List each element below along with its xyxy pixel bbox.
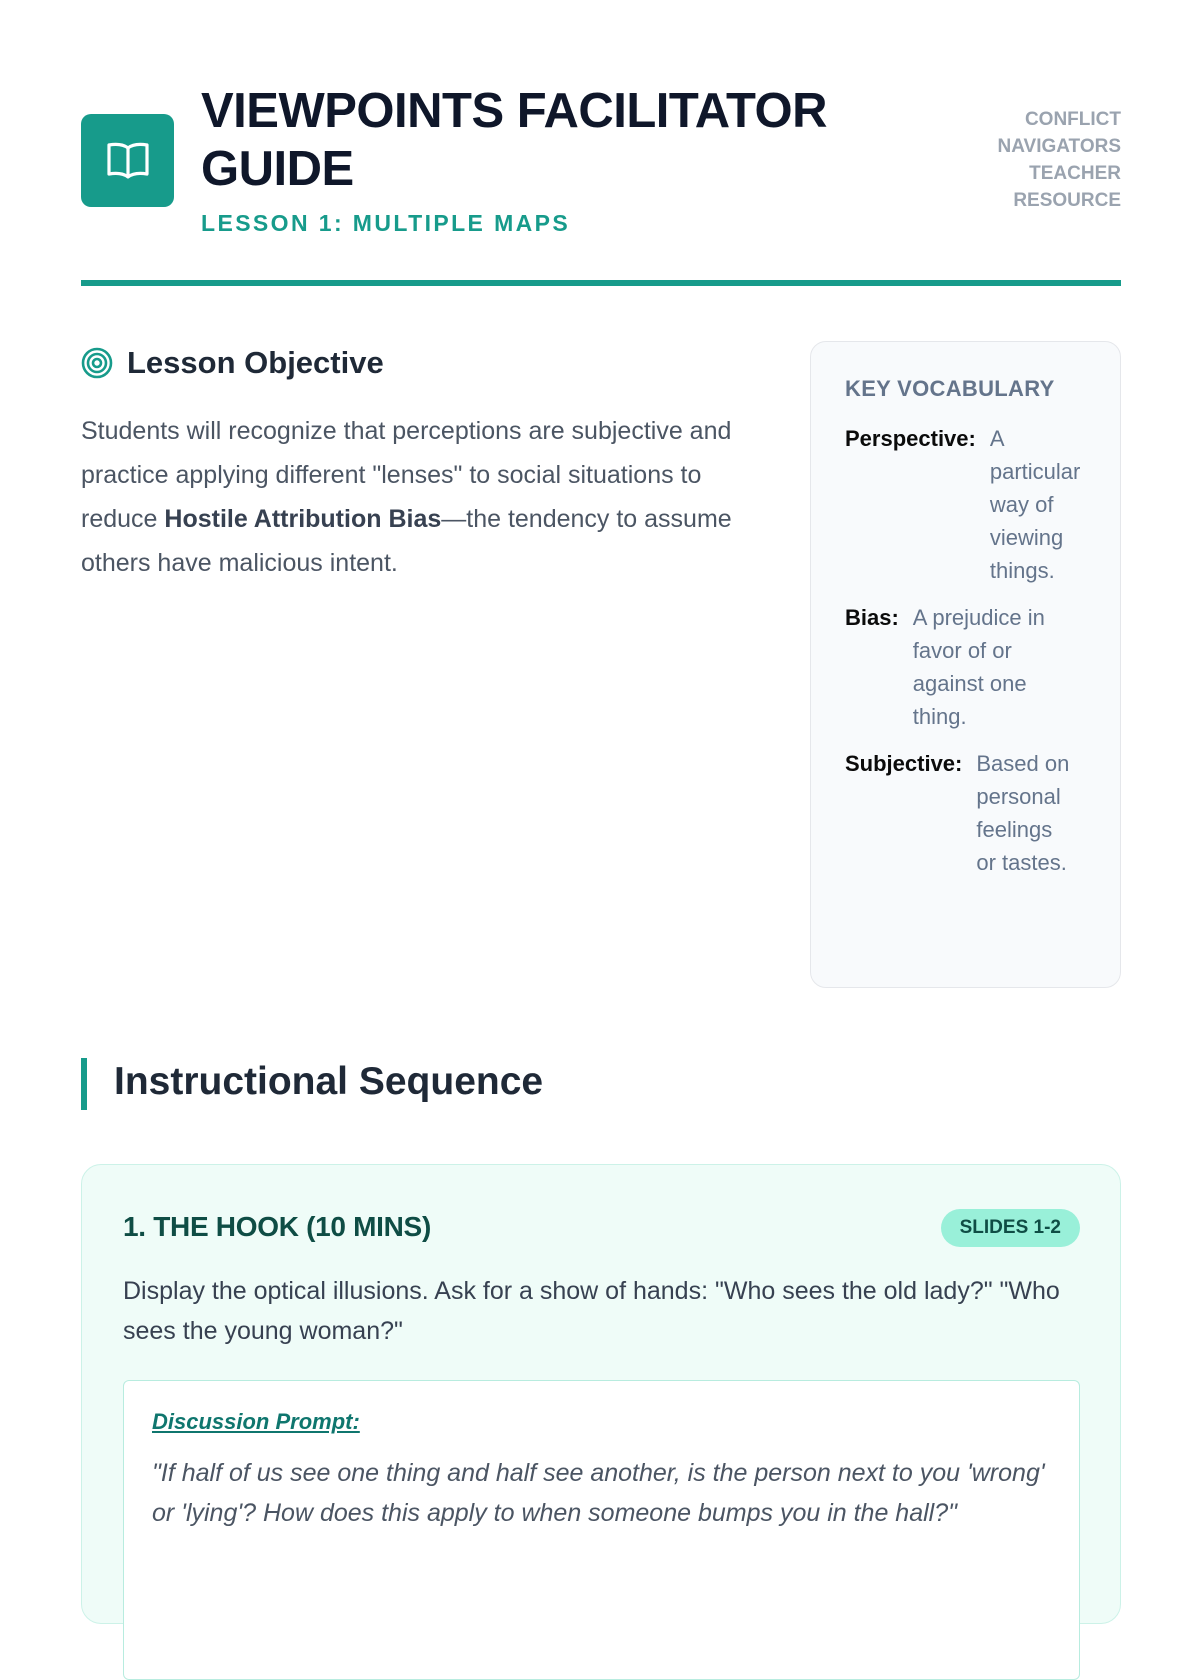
objective-heading: Lesson Objective bbox=[127, 345, 384, 380]
step-card-hook bbox=[81, 1164, 1121, 1624]
objective-text bbox=[81, 409, 761, 585]
objective-heading-row bbox=[81, 345, 761, 381]
vocabulary-definition: Based on personal feelings or tastes. bbox=[976, 751, 1070, 875]
header-divider bbox=[81, 280, 1121, 286]
vocabulary-term: Perspective: bbox=[845, 426, 976, 451]
vocabulary-item bbox=[845, 422, 1106, 587]
slides-badge: SLIDES 1-2 bbox=[941, 1209, 1080, 1247]
objective-key-term: Hostile Attribution Bias bbox=[164, 505, 442, 533]
open-book-icon bbox=[103, 136, 153, 186]
resource-label: CONFLICT NAVIGATORS TEACHER RESOURCE bbox=[997, 109, 1121, 211]
logo bbox=[81, 114, 174, 207]
objective-text-end: —the tendency to assume others have malicious intent. bbox=[81, 505, 732, 577]
vocabulary-definition: A particular way of viewing things. bbox=[989, 426, 1081, 583]
vocabulary-heading: KEY VOCABULARY bbox=[845, 376, 1055, 401]
instructional-sequence-heading bbox=[81, 1058, 781, 1110]
vocabulary-item bbox=[845, 601, 1106, 733]
target-icon bbox=[81, 347, 113, 379]
discussion-prompt-text: "If half of us see one thing and half see another, is the person next to you 'wrong' or 'lying'? How does this apply to when someone bumps you in the hall?" bbox=[152, 1459, 1045, 1527]
vocabulary-term: Subjective: bbox=[845, 751, 963, 776]
lesson-subtitle: LESSON 1: MULTIPLE MAPS bbox=[201, 210, 571, 236]
page-title: VIEWPOINTS FACILITATOR GUIDE bbox=[201, 84, 827, 196]
vocabulary-definition: A prejudice in favor of or against one thing. bbox=[912, 605, 1045, 729]
discussion-prompt-box bbox=[123, 1380, 1080, 1680]
lesson-objective-section bbox=[81, 345, 761, 585]
step-instructions: Display the optical illusions. Ask for a show of hands: "Who sees the old lady?" "Who sees the young woman?" bbox=[123, 1277, 1060, 1345]
discussion-prompt-label: Discussion Prompt: bbox=[152, 1409, 360, 1434]
vocabulary-item bbox=[845, 747, 1106, 879]
section-accent-bar bbox=[81, 1058, 87, 1110]
header bbox=[81, 78, 1121, 238]
step-title: 1. THE HOOK (10 MINS) bbox=[123, 1211, 431, 1242]
vocabulary-term: Bias: bbox=[845, 605, 899, 630]
vocabulary-list bbox=[845, 422, 1106, 879]
sequence-title: Instructional Sequence bbox=[114, 1060, 544, 1103]
key-vocabulary-card bbox=[810, 341, 1121, 988]
objective-text-start: Students will recognize that perceptions are subjective and practice applying different "lenses" to social situations to reduce bbox=[81, 417, 732, 533]
title-block bbox=[201, 82, 921, 237]
